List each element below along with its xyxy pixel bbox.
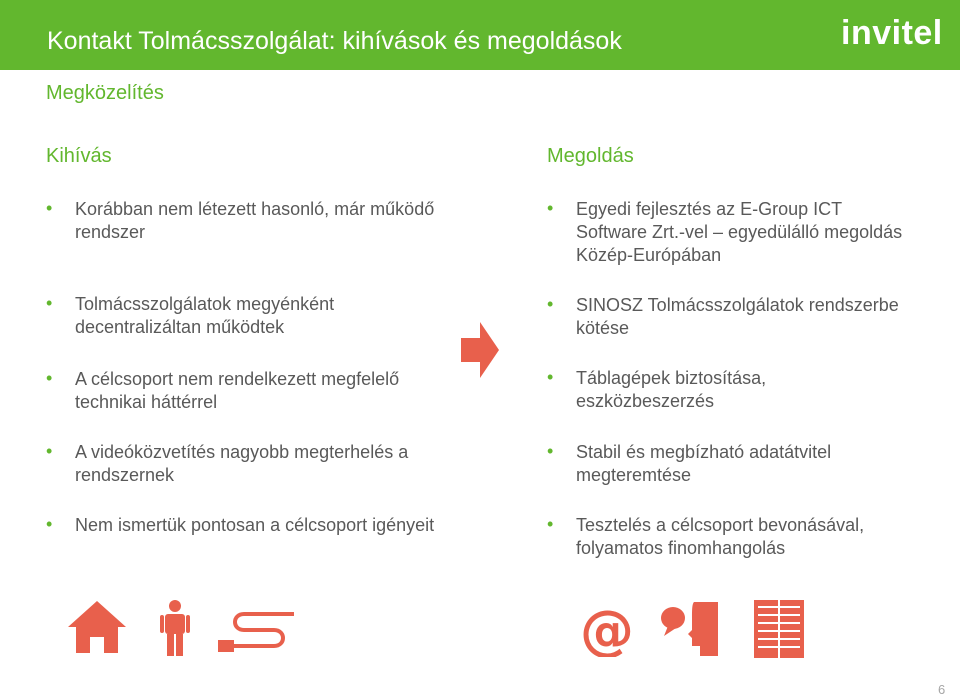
arrow-right-icon — [461, 322, 499, 378]
header-bar — [0, 0, 960, 70]
list-item: • A célcsoport nem rendelkezett megfelelő technikai háttérrel — [46, 368, 400, 412]
list-item: • SINOSZ Tolmácsszolgálatok rendszerbe kötése — [547, 294, 899, 338]
server-rack-icon — [754, 600, 804, 658]
bullet-icon: • — [547, 367, 554, 387]
page-number: 6 — [938, 682, 946, 697]
speaking-head-icon — [660, 600, 718, 656]
page-title: Kontakt Tolmácsszolgálat: kihívások és megoldások — [47, 27, 622, 55]
at-sign-icon — [580, 603, 634, 657]
list-item: • Tolmácsszolgálatok megyénként decentralizáltan működtek — [46, 293, 335, 337]
cable-icon — [218, 606, 294, 654]
svg-text:@: @ — [580, 603, 634, 657]
list-item: • A videóközvetítés nagyobb megterhelés a rendszernek — [46, 441, 409, 485]
section-subtitle: Megközelítés — [46, 82, 164, 104]
bullet-icon: • — [547, 514, 554, 534]
invitel-logo: invitel — [841, 14, 943, 52]
list-item: • Korábban nem létezett hasonló, már működő rendszer — [46, 198, 435, 242]
bullet-icon: • — [547, 294, 554, 314]
bullet-icon: • — [46, 293, 53, 313]
bullet-icon: • — [547, 198, 554, 218]
list-item: • Egyedi fejlesztés az E-Group ICT Software Zrt.-vel – egyedülálló megoldás Közép-Európában — [547, 198, 903, 265]
person-icon — [160, 600, 190, 656]
list-item: • Stabil és megbízható adatátvitel megteremtése — [547, 441, 832, 485]
list-item: • Tesztelés a célcsoport bevonásával, folyamatos finomhangolás — [547, 514, 865, 558]
challenge-heading: Kihívás — [46, 145, 112, 167]
list-item: • Táblagépek biztosítása, eszközbeszerzés — [547, 367, 767, 411]
house-icon — [68, 601, 126, 653]
bullet-icon: • — [46, 368, 53, 388]
bullet-icon: • — [46, 198, 53, 218]
bullet-icon: • — [46, 514, 53, 534]
bullet-icon: • — [46, 441, 53, 461]
bullet-icon: • — [547, 441, 554, 461]
list-item: • Nem ismertük pontosan a célcsoport igényeit — [46, 514, 435, 535]
solution-heading: Megoldás — [547, 145, 634, 167]
